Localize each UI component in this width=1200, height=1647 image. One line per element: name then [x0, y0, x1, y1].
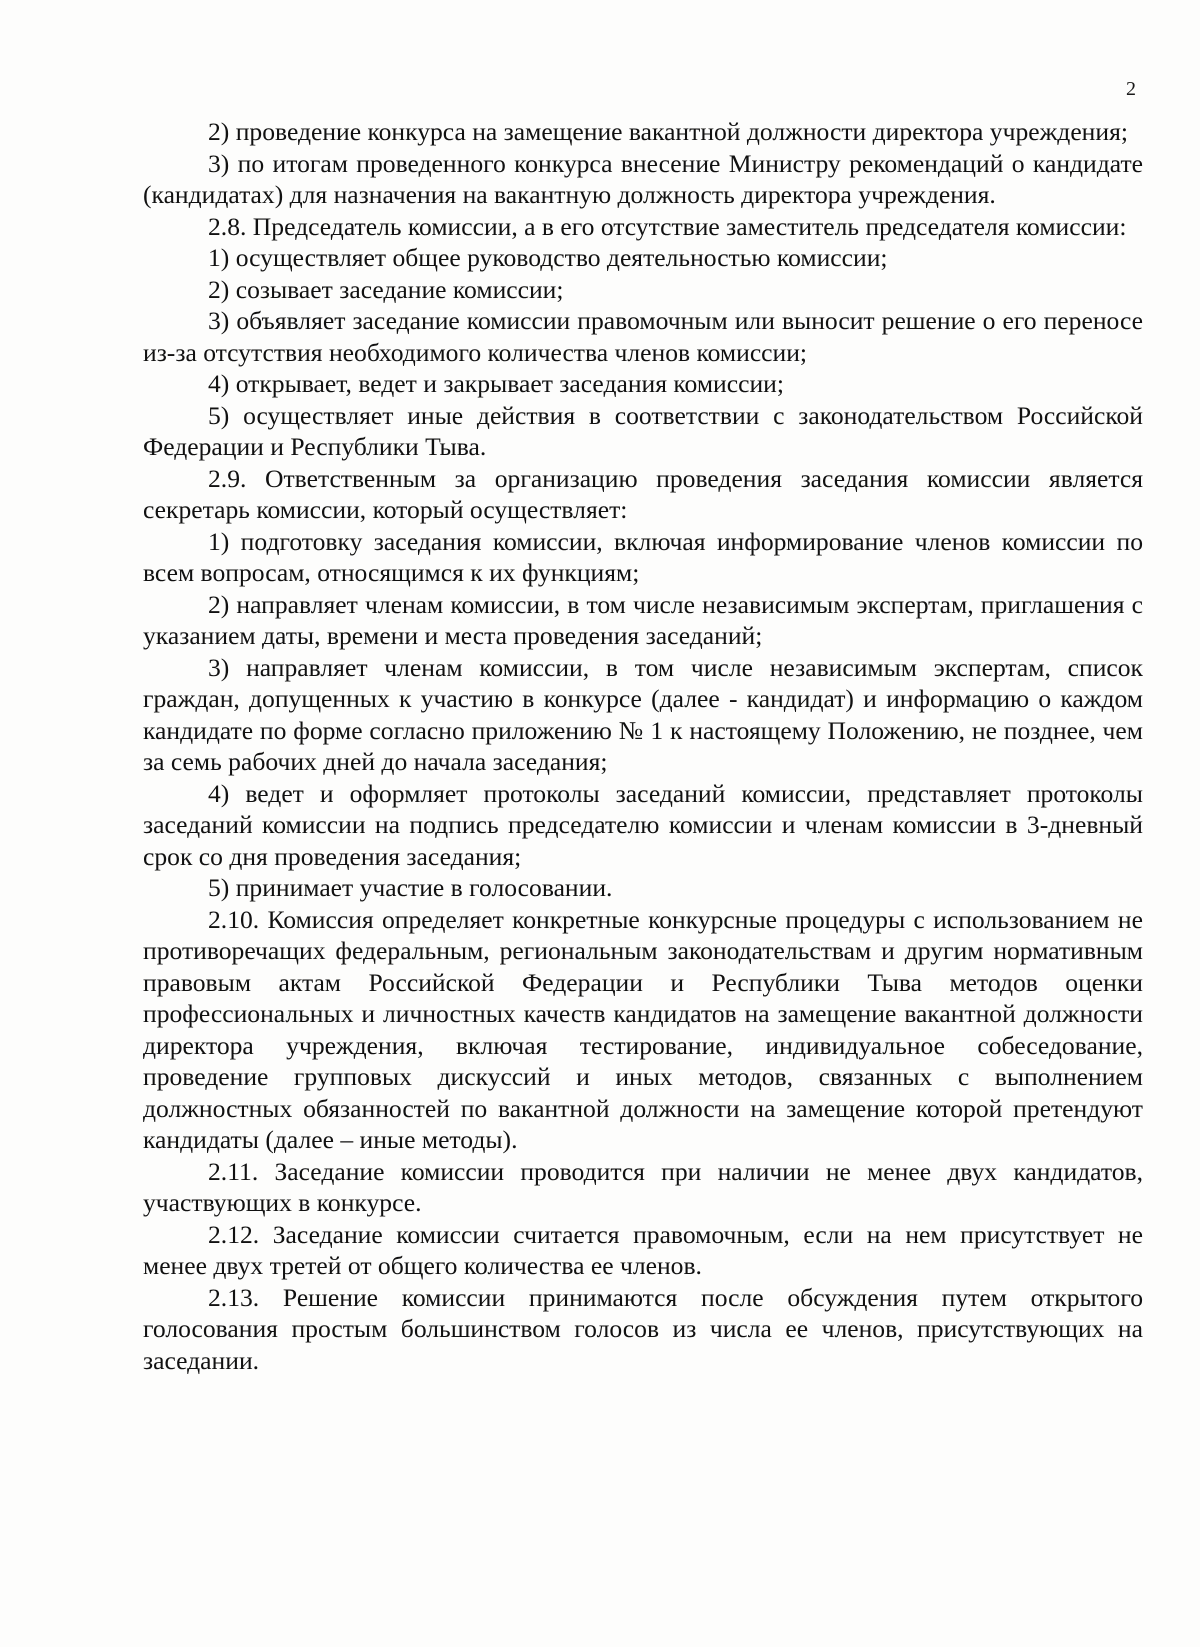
- paragraph-2-8: 2.8. Председатель комиссии, а в его отсутствие заместитель председателя комиссии:: [208, 211, 1127, 241]
- paragraph-2-9: 2.9. Ответственным за организацию проведения заседания комиссии является секретарь комиссии, который осуществляет:: [143, 463, 1143, 524]
- paragraph-2-9-item-2: 2) направляет членам комиссии, в том числе независимым экспертам, приглашения с указанием даты, времени и места проведения заседаний;: [143, 589, 1143, 650]
- paragraph-2-8-item-1: 1) осуществляет общее руководство деятельностью комиссии;: [208, 243, 888, 272]
- paragraph-2-7-item-2: 2) проведение конкурса на замещение вакантной должности директора учреждения;: [208, 117, 1128, 146]
- paragraph-2-7-item-3: 3) по итогам проведенного конкурса внесение Министру рекомендаций о кандидате (кандидатах) для назначения на вакантную должность директора учреждения.: [143, 148, 1143, 209]
- paragraph-2-9-item-4: 4) ведет и оформляет протоколы заседаний комиссии, представляет протоколы заседаний комиссии на подпись председателю комиссии и членам комиссии в 3-дневный срок со дня проведения заседания;: [143, 778, 1143, 871]
- page-number: 2: [1126, 78, 1136, 100]
- paragraph-2-8-item-3: 3) объявляет заседание комиссии правомочным или выносит решение о его переносе из-за отсутствия необходимого количества членов комиссии;: [143, 306, 1143, 367]
- paragraph-2-8-item-5: 5) осуществляет иные действия в соответствии с законодательством Российской Федерации и Республики Тыва.: [143, 400, 1143, 461]
- paragraph-2-9-item-3: 3) направляет членам комиссии, в том числе независимым экспертам, список граждан, допущенных к участию в конкурсе (далее - кандидат) и информацию о каждом кандидате по форме согласно приложению № 1 к настоящему Положению, не позднее, чем за семь рабочих дней до начала заседания;: [143, 652, 1143, 776]
- paragraph-2-8-item-4: 4) открывает, ведет и закрывает заседания комиссии;: [208, 369, 784, 398]
- paragraph-2-11: 2.11. Заседание комиссии проводится при наличии не менее двух кандидатов, участвующих в конкурсе.: [143, 1156, 1143, 1217]
- paragraph-2-10: 2.10. Комиссия определяет конкретные конкурсные процедуры с использованием не противоречащих федеральным, региональным законодательствам и другим нормативным правовым актам Российской Федерации и Республики Тыва методов оценки профессиональных и личностных качеств кандидатов на замещение вакантной должности директора учреждения, включая тестирование, индивидуальное собеседование, проведение групповых дискуссий и иных методов, связанных с выполнением должностных обязанностей по вакантной должности на замещение которой претендуют кандидаты (далее – иные методы).: [143, 904, 1143, 1154]
- paragraph-2-12: 2.12. Заседание комиссии считается правомочным, если на нем присутствует не менее двух третей от общего количества ее членов.: [143, 1219, 1143, 1280]
- paragraph-2-8-item-2: 2) созывает заседание комиссии;: [208, 274, 564, 304]
- paragraph-2-9-item-1: 1) подготовку заседания комиссии, включая информирование членов комиссии по всем вопросам, относящимся к их функциям;: [143, 526, 1143, 587]
- document-body: [143, 116, 1143, 1376]
- paragraph-2-9-item-5: 5) принимает участие в голосовании.: [208, 873, 613, 902]
- paragraph-2-13: 2.13. Решение комиссии принимаются после обсуждения путем открытого голосования простым большинством голосов из числа ее членов, присутствующих на заседании.: [143, 1282, 1143, 1375]
